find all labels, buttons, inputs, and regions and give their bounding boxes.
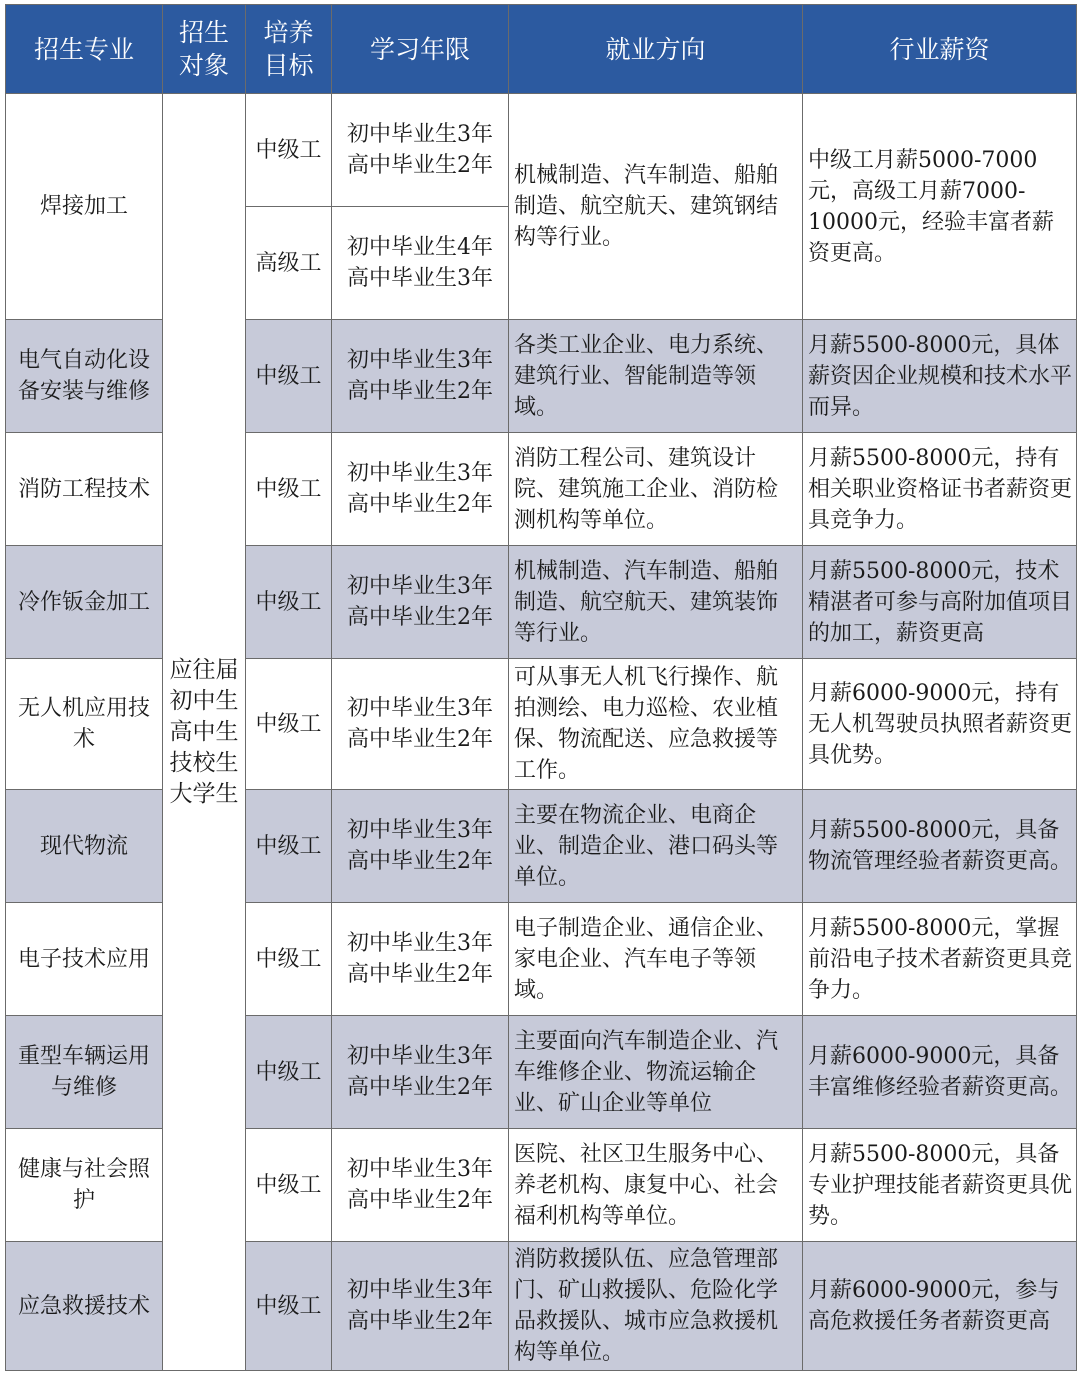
years-line: 高中毕业生2年	[347, 1075, 493, 1100]
header-row	[6, 5, 1077, 94]
years-cell	[332, 207, 509, 320]
years-line: 初中毕业生3年	[347, 461, 493, 486]
years-cell	[332, 903, 509, 1016]
major-cell: 无人机应用技术	[6, 659, 163, 790]
header-salary: 行业薪资	[803, 5, 1077, 94]
years-line: 初中毕业生4年	[347, 235, 493, 260]
employment-cell: 主要面向汽车制造企业、汽车维修企业、物流运输企业、矿山企业等单位	[509, 1016, 803, 1129]
years-cell	[332, 546, 509, 659]
major-cell: 焊接加工	[6, 94, 163, 320]
goal-cell: 中级工	[246, 903, 332, 1016]
table-row	[6, 94, 1077, 207]
target-line: 初中生	[169, 687, 239, 714]
years-line: 初中毕业生3年	[347, 696, 493, 721]
salary-cell: 月薪5500-8000元，技术精湛者可参与高附加值项目的加工，薪资更高	[803, 546, 1077, 659]
major-cell: 电气自动化设备安装与维修	[6, 320, 163, 433]
header-years: 学习年限	[332, 5, 509, 94]
years-cell	[332, 1129, 509, 1242]
years-cell	[332, 1242, 509, 1371]
header-goal-line2: 目标	[263, 51, 314, 80]
employment-cell: 机械制造、汽车制造、船舶制造、航空航天、建筑钢结构等行业。	[509, 94, 803, 320]
goal-cell: 中级工	[246, 94, 332, 207]
years-line: 高中毕业生2年	[347, 849, 493, 874]
target-line: 技校生	[169, 749, 239, 776]
years-line: 高中毕业生2年	[347, 153, 493, 178]
goal-cell: 中级工	[246, 790, 332, 903]
goal-cell: 中级工	[246, 659, 332, 790]
employment-cell: 消防工程公司、建筑设计院、建筑施工企业、消防检测机构等单位。	[509, 433, 803, 546]
target-cell	[163, 94, 246, 1371]
years-line: 高中毕业生2年	[347, 962, 493, 987]
years-line: 初中毕业生3年	[347, 818, 493, 843]
years-line: 高中毕业生2年	[347, 379, 493, 404]
major-cell: 冷作钣金加工	[6, 546, 163, 659]
header-target-line1: 招生	[178, 18, 229, 47]
years-line: 初中毕业生3年	[347, 122, 493, 147]
salary-cell: 月薪5500-8000元，具备专业护理技能者薪资更具优势。	[803, 1129, 1077, 1242]
admissions-table	[5, 4, 1077, 1371]
target-line: 大学生	[169, 780, 239, 807]
header-goal	[246, 5, 332, 94]
header-target	[163, 5, 246, 94]
years-line: 初中毕业生3年	[347, 1157, 493, 1182]
salary-cell: 月薪5500-8000元，具体薪资因企业规模和技术水平而异。	[803, 320, 1077, 433]
employment-cell: 可从事无人机飞行操作、航拍测绘、电力巡检、农业植保、物流配送、应急救援等工作。	[509, 659, 803, 790]
salary-cell: 月薪5500-8000元，具备物流管理经验者薪资更高。	[803, 790, 1077, 903]
years-line: 高中毕业生2年	[347, 727, 493, 752]
major-cell: 消防工程技术	[6, 433, 163, 546]
years-cell	[332, 659, 509, 790]
employment-cell: 主要在物流企业、电商企业、制造企业、港口码头等单位。	[509, 790, 803, 903]
years-line: 高中毕业生2年	[347, 1309, 493, 1334]
salary-cell: 月薪6000-9000元，持有无人机驾驶员执照者薪资更具优势。	[803, 659, 1077, 790]
target-line: 高中生	[169, 718, 239, 745]
years-cell	[332, 320, 509, 433]
major-cell: 电子技术应用	[6, 903, 163, 1016]
goal-cell: 中级工	[246, 546, 332, 659]
employment-cell: 机械制造、汽车制造、船舶制造、航空航天、建筑装饰等行业。	[509, 546, 803, 659]
salary-cell: 月薪5500-8000元，持有相关职业资格证书者薪资更具竞争力。	[803, 433, 1077, 546]
years-line: 初中毕业生3年	[347, 574, 493, 599]
years-line: 初中毕业生3年	[347, 348, 493, 373]
goal-cell: 中级工	[246, 1242, 332, 1371]
years-cell	[332, 790, 509, 903]
years-line: 初中毕业生3年	[347, 1044, 493, 1069]
header-employment: 就业方向	[509, 5, 803, 94]
salary-cell: 月薪6000-9000元，具备丰富维修经验者薪资更高。	[803, 1016, 1077, 1129]
major-cell: 重型车辆运用与维修	[6, 1016, 163, 1129]
major-cell: 应急救援技术	[6, 1242, 163, 1371]
target-line: 应往届	[169, 656, 239, 683]
goal-cell: 中级工	[246, 1129, 332, 1242]
years-cell	[332, 433, 509, 546]
major-cell: 健康与社会照护	[6, 1129, 163, 1242]
goal-cell: 中级工	[246, 433, 332, 546]
years-line: 高中毕业生3年	[347, 266, 493, 291]
salary-cell: 中级工月薪5000-7000元，高级工月薪7000-10000元，经验丰富者薪资更高。	[803, 94, 1077, 320]
goal-cell: 中级工	[246, 320, 332, 433]
header-target-line2: 对象	[178, 51, 229, 80]
years-line: 初中毕业生3年	[347, 931, 493, 956]
years-line: 初中毕业生3年	[347, 1278, 493, 1303]
salary-cell: 月薪6000-9000元，参与高危救援任务者薪资更高	[803, 1242, 1077, 1371]
years-line: 高中毕业生2年	[347, 1188, 493, 1213]
years-line: 高中毕业生2年	[347, 605, 493, 630]
employment-cell: 电子制造企业、通信企业、家电企业、汽车电子等领域。	[509, 903, 803, 1016]
major-cell: 现代物流	[6, 790, 163, 903]
years-line: 高中毕业生2年	[347, 492, 493, 517]
goal-cell: 中级工	[246, 1016, 332, 1129]
header-goal-line1: 培养	[263, 18, 314, 47]
employment-cell: 各类工业企业、电力系统、建筑行业、智能制造等领域。	[509, 320, 803, 433]
years-cell	[332, 94, 509, 207]
header-major: 招生专业	[6, 5, 163, 94]
years-cell	[332, 1016, 509, 1129]
employment-cell: 消防救援队伍、应急管理部门、矿山救援队、危险化学品救援队、城市应急救援机构等单位。	[509, 1242, 803, 1371]
salary-cell: 月薪5500-8000元，掌握前沿电子技术者薪资更具竞争力。	[803, 903, 1077, 1016]
employment-cell: 医院、社区卫生服务中心、养老机构、康复中心、社会福利机构等单位。	[509, 1129, 803, 1242]
goal-cell: 高级工	[246, 207, 332, 320]
